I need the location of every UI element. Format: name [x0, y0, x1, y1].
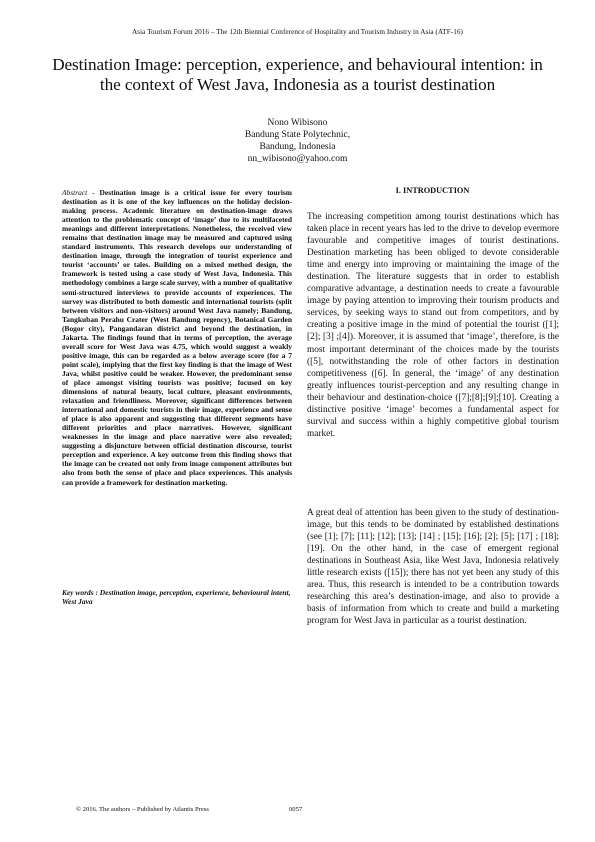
author-location: Bandung, Indonesia: [259, 142, 336, 152]
abstract-text: Destination image is a critical issue for every tourism destination as it is one of the key influences on the holiday decision-making process. Academic literature on destination-image draws attention to the problematic concept of ‘image’ due to its multifaceted meanings and different interpretations. Nonetheless, the received view remains that destination image may be measured and captured using standard instruments. This research develops our understanding of destination image, through the integration of tourist experience and tourist ‘accounts’ or tales. Building on a mixed method design, the framework is tested using a case study of West Java, Indonesia. This methodology combines a large scale survey, with a number of qualitative semi-structured interviews to provide accounts of experiences. The survey was distributed to both domestic and international tourists (split between visitors and non-visitors) around West Java namely; Bandung, Tangkuban Perahu Crater (West Bandung regency), Botanical Garden (Bogor city), Pangandaran district and beyond the destination, in Jakarta. The findings found that in terms of perception, the average overall score for West Java was 4.75, which would suggest a weakly positive image, this can be regarded as a below average score (for a 7 point scale), implying that the first key finding is that the image of West Java, whilst positive could be weaker. However, the predominant sense of place amongst visiting tourists was positive; focused on key dimensions of natural beauty, local culture, pleasant environments, relaxation and friendliness. Moreover, significant differences between international and domestic tourists in their image, experience and sense of place is also apparent and suggesting that different segments have different priorities and place narratives. However, significant weaknesses in the image and place narrative were also revealed; suggesting a disjuncture between official destination discourse, tourist perception and experience. A key outcome from this finding shows that the image can be created not only from image component attributes but also from both the sense of place and place experiences. This analysis can provide a framework for destination marketing.: [62, 188, 292, 487]
author-email[interactable]: nn_wibisono@yahoo.com: [247, 154, 348, 164]
footer-page-number: 0057: [289, 806, 303, 813]
abstract: [62, 188, 292, 487]
title-line-2: the context of West Java, Indonesia as a tourist destination: [99, 75, 496, 94]
abstract-label: Abstract -: [62, 188, 95, 197]
author-name: Nono Wibisono: [267, 118, 328, 128]
title-line-1: Destination Image: perception, experience, and behavioural intention: in: [52, 55, 543, 74]
paper-title: [30, 55, 565, 95]
author-block: [0, 117, 595, 165]
keywords: Key words : Destination image, perception, experience, behavioural intent, West Java: [62, 588, 291, 607]
intro-paragraph-2: A great deal of attention has been given to the study of destination-image, but this tends to be dominated by established destinations (see [1]; [7]; [11]; [12]; [13]; [14] ; [15]; [16]; [2]; [5]; [17] ; [18]; [19]. On the other hand, in the case of emergent regional destinations in Southeast Asia, like West Java, Indonesia relatively little research exists ([15]); there has not yet been any study of this area. Thus, this research is intended to be a contribution towards researching this area’s destination-image, and also to provide a basis of information from which to create and build a marketing program for West Java in particular as a tourist destination.: [307, 508, 559, 627]
footer-copyright: © 2016. The authors – Published by Atlantis Press: [76, 806, 209, 813]
author-institution: Bandung State Polytechnic,: [244, 130, 351, 140]
intro-paragraph-1: The increasing competition among tourist destinations which has taken place in recent years has led to the drive to develop evermore favourable and competitive images of tourist destinations. Destination marketing has been obliged to devote considerable time and energy into improving or maintaining the image of the destination. The literature suggests that in order to establish comparative advantage, a destination needs to create a favourable image by paying attention to improving their tourism products and services, by seeking ways to stand out from competitors, and by creating a positive image in the mind of potential the tourist ([1]; [2]; [3] ;[4]). Moreover, it is assumed that ‘image’, therefore, is the most important determinant of the choices made by the tourists ([5], notwithstanding the role of other factors in destination competitiveness ([6]. In general, the ‘image’ of any destination greatly influences tourist-perception and any resulting change in their behaviour and destination-choice ([7];[8];[9];[10]. Creating a distinctive positive ‘image’ becomes a fundamental aspect for survival and success within a highly competitive global tourism market.: [307, 212, 559, 439]
section-heading: I. INTRODUCTION: [395, 186, 470, 195]
running-header: Asia Tourism Forum 2016 – The 12th Biennial Conference of Hospitality and Tourism Industry in Asia (ATF-16): [132, 28, 463, 36]
